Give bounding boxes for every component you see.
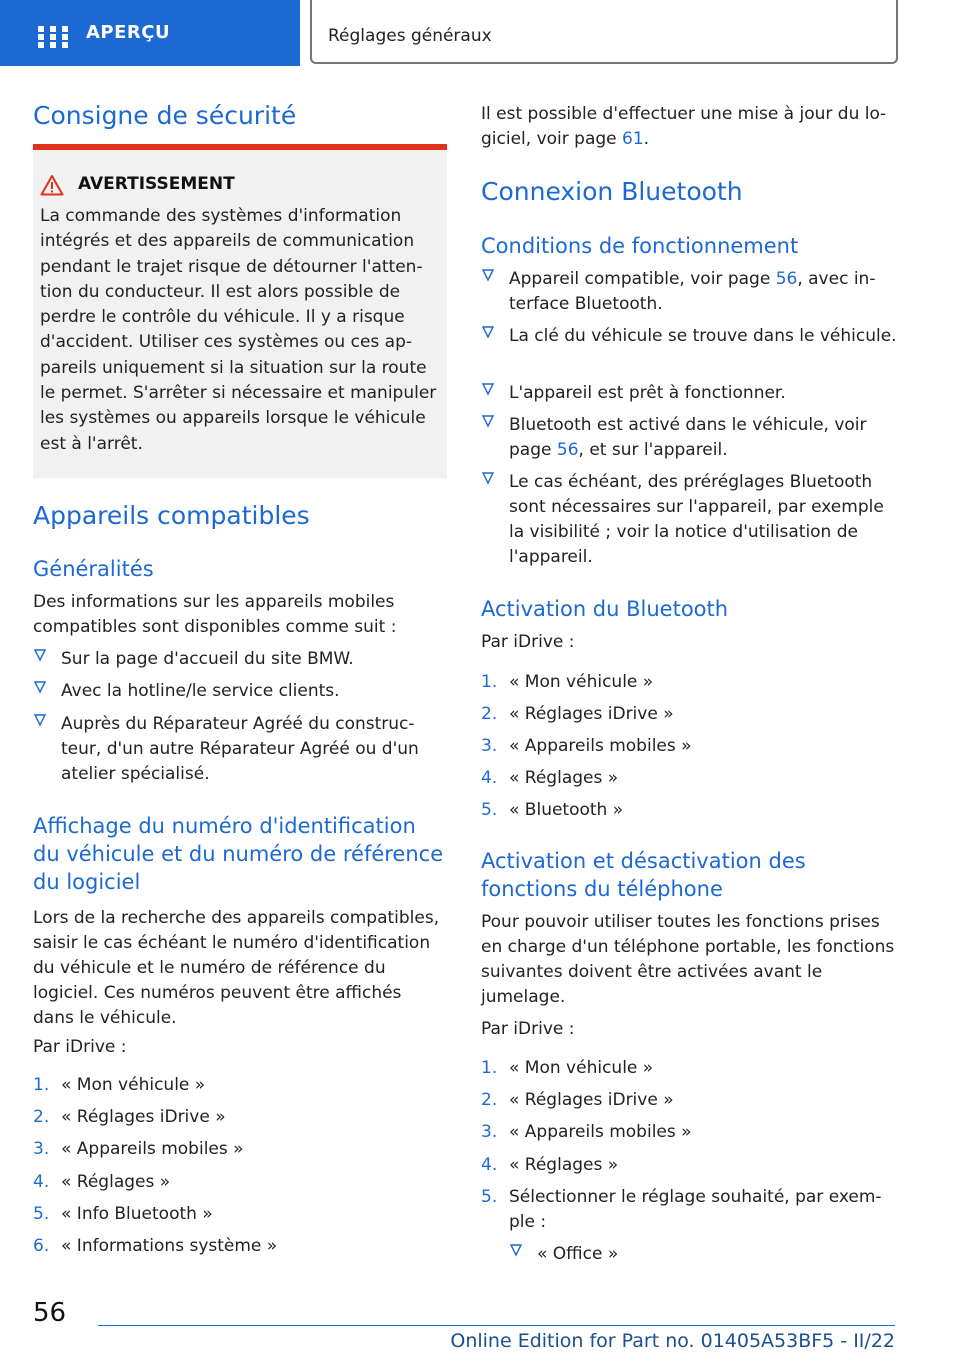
update-text: Il est possible d'effectuer une mise à jour du logiciel, voir page 61. — [481, 104, 887, 149]
activation-heading: Activation du Bluetooth — [481, 597, 729, 621]
grid-icon — [38, 26, 68, 48]
triangle-bullet-icon — [33, 713, 47, 727]
section-tab[interactable] — [310, 0, 898, 64]
triangle-bullet-icon — [33, 680, 47, 694]
page-link[interactable]: 61 — [622, 129, 644, 149]
phone-functions-text: Pour pouvoir utiliser toutes les fonctions prises en charge d'un téléphone portable, les fonctions suivantes doivent être activées avant le jumelage. — [481, 912, 895, 1007]
vin-heading: Affichage du numéro d'identification du véhicule et du numéro de référence du logiciel — [33, 814, 444, 894]
triangle-bullet-icon — [481, 414, 495, 428]
warning-text: La commande des systèmes d'information intégrés et des appareils de communication pendant le trajet risque de détourner l'attention du conducteur. Il est alors possible de perdre le contrôle du véhicule. Il y a risque d'accident. Utiliser ces systèmes ou ces appareils uniquement si la situation sur la route le permet. S'arrêter si nécessaire et manipuler les systèmes ou appareils lorsque le véhicule est à l'arrêt. — [40, 206, 437, 454]
general-heading: Généralités — [33, 557, 154, 581]
triangle-bullet-icon — [481, 471, 495, 485]
conditions-heading: Conditions de fonctionnement — [481, 234, 799, 258]
page-number: 56 — [33, 1298, 67, 1328]
overview-tab-label: APERÇU — [86, 22, 171, 43]
page-header — [0, 0, 960, 66]
compatible-devices-heading: Appareils compatibles — [33, 501, 310, 530]
vin-text: Lors de la recherche des appareils compatibles, saisir le cas échéant le numéro d'identification du véhicule et le numéro de référence du logiciel. Ces numéros peuvent être affichés dans le véhicule. — [33, 908, 440, 1028]
overview-tab[interactable] — [0, 0, 300, 66]
idrive-intro: Par iDrive : — [33, 1037, 127, 1057]
warning-triangle-icon — [40, 174, 64, 196]
footer-edition: Online Edition for Part no. 01405A53BF5 - II/22 — [450, 1330, 895, 1352]
page-link[interactable]: 56 — [556, 440, 579, 460]
warning-title: AVERTISSEMENT — [78, 174, 235, 194]
triangle-bullet-icon — [481, 325, 495, 339]
triangle-bullet-icon — [509, 1243, 523, 1257]
footer-divider — [98, 1325, 895, 1326]
safety-heading: Consigne de sécurité — [33, 101, 297, 130]
phone-functions-heading: Activation et désactivation des fonctions du téléphone — [481, 849, 806, 901]
triangle-bullet-icon — [33, 648, 47, 662]
triangle-bullet-icon — [481, 268, 495, 282]
section-tab-label: Réglages généraux — [328, 26, 492, 46]
phone-intro: Par iDrive : — [481, 1019, 575, 1039]
activation-intro: Par iDrive : — [481, 632, 575, 652]
triangle-bullet-icon — [481, 382, 495, 396]
bluetooth-heading: Connexion Bluetooth — [481, 177, 743, 206]
general-text: Des informations sur les appareils mobiles compatibles sont disponibles comme suit : — [33, 592, 397, 637]
page-link[interactable]: 56 — [775, 269, 798, 289]
